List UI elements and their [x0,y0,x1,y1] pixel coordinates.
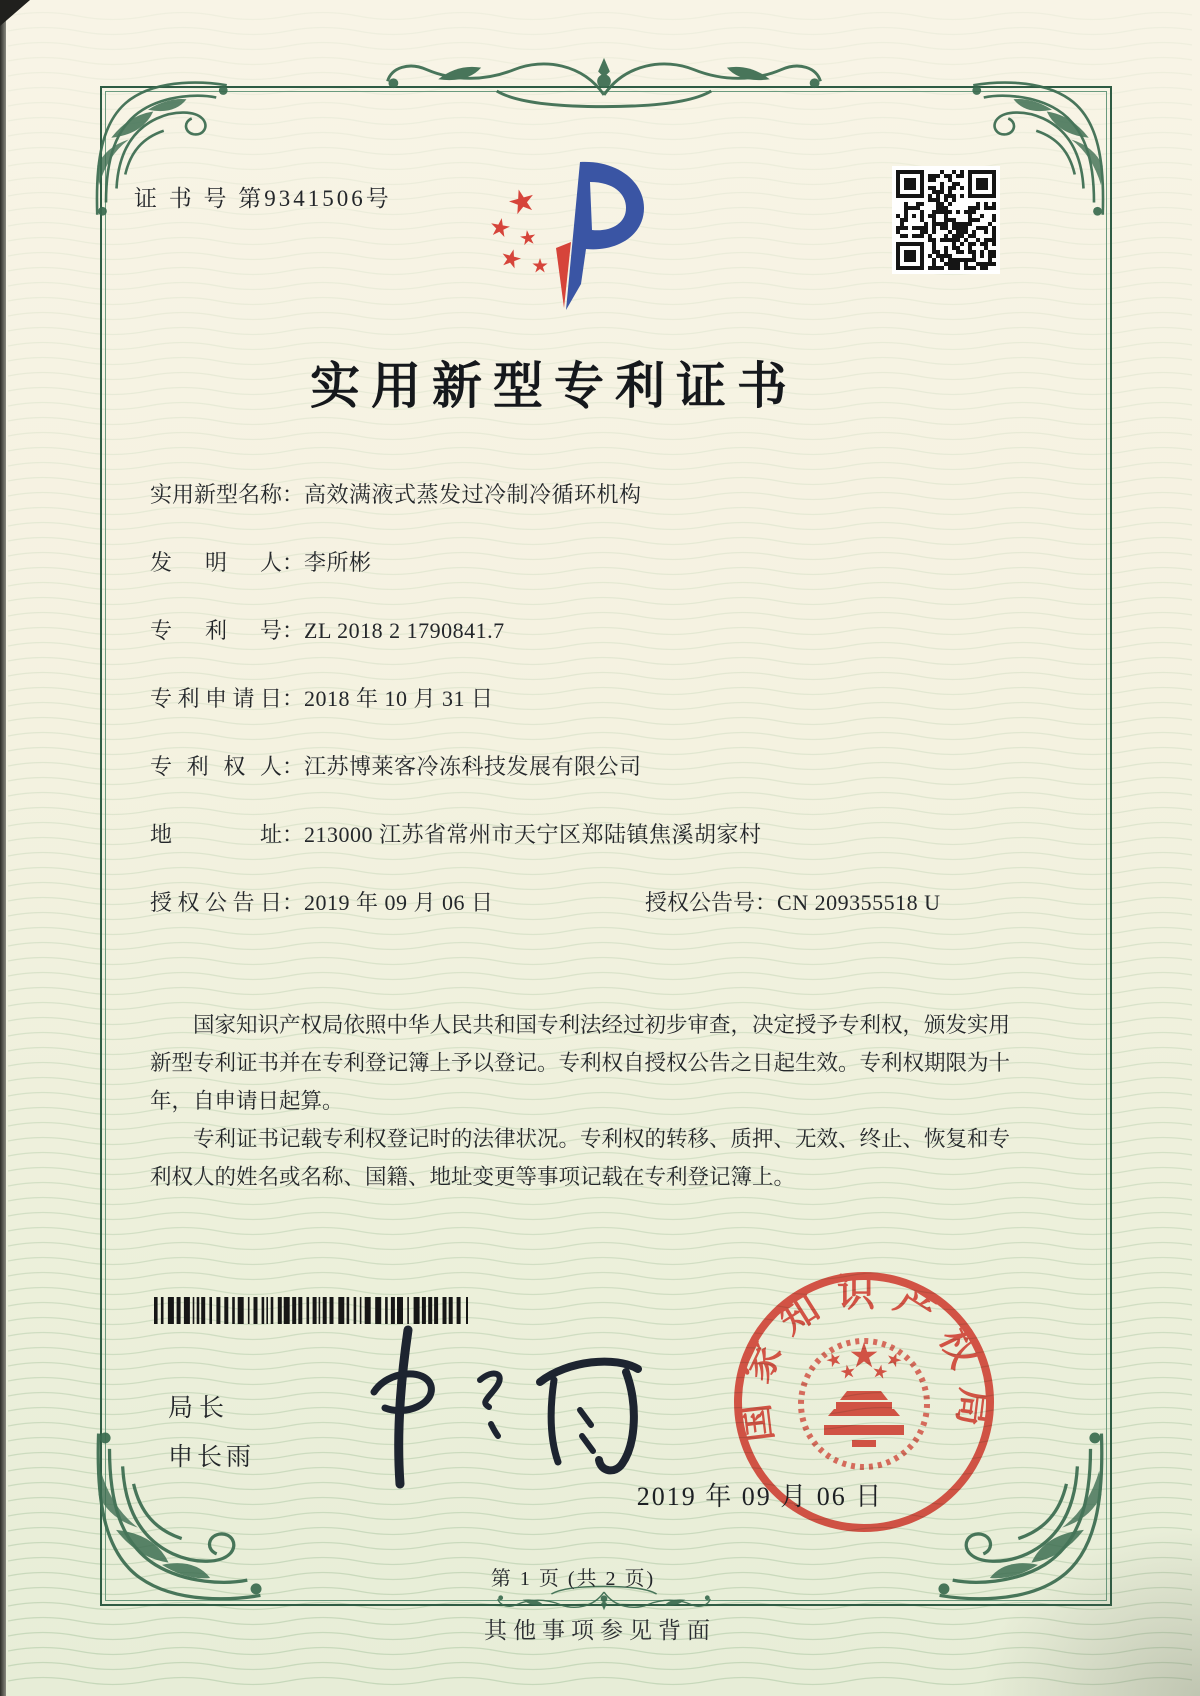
grant-number-pair [645,886,940,917]
colon: ： [282,822,305,847]
seal-national-emblem [824,1342,904,1447]
field-label: 地址 [150,822,282,847]
legal-paragraph-2: 专利证书记载专利权登记时的法律状况。专利权的转移、质押、无效、终止、恢复和专利权人的姓名或名称、国籍、地址变更等事项记载在专利登记簿上。 [150,1127,1011,1189]
field-row-name [150,478,1020,508]
back-side-note: 其他事项参见背面 [484,1618,716,1643]
colon: ： [282,482,305,507]
field-row-patentee [150,750,1020,780]
logo-blue-p-shape [566,162,644,310]
colon: ： [282,550,305,575]
field-row-address [150,818,1020,848]
colon: ： [282,754,305,779]
commissioner-name: 申长雨 [168,1444,256,1471]
legal-text [150,1006,1010,1196]
colon: ： [282,890,305,915]
colon: ： [282,618,305,643]
field-row-patent-number [150,614,1020,644]
scan-corner-artifact [0,0,30,26]
field-row-grant [150,886,1020,916]
commissioner-post: 局长 [168,1395,231,1422]
colon: ： [282,686,305,711]
logo-stars [489,186,547,272]
page-number: 第 1 页 (共 2 页) [490,1568,656,1590]
field-list [150,478,1020,954]
certificate-number: 证 书 号 第9341506号 [134,186,392,211]
page-curl-shadow [940,1496,1200,1696]
qr-code [892,166,1000,274]
field-value-grant-date: 2019 年 09 月 06 日 [304,890,494,915]
field-value-filing-date: 2018 年 10 月 31 日 [304,686,494,711]
cnipa-logo [478,156,658,314]
top-center-ornament [379,52,829,130]
field-label: 专利权人 [150,754,282,779]
field-row-inventor [150,546,1020,576]
field-label: 授权公告号 [645,890,756,915]
certificate-title: 实用新型专利证书 [310,358,798,414]
field-value-patent-number: ZL 2018 2 1790841.7 [304,618,505,643]
field-row-filing-date [150,682,1020,712]
legal-paragraph-1: 国家知识产权局依照中华人民共和国专利法经过初步审查，决定授予专利权，颁发实用新型专利证书并在专利登记簿上予以登记。专利权自授权公告之日起生效。专利权期限为十年，自申请日起算。 [150,1013,1011,1113]
field-value-address: 213000 江苏省常州市天宁区郑陆镇焦溪胡家村 [304,822,762,847]
field-label: 专利号 [150,618,282,643]
field-value-patentee: 江苏博莱客冷冻科技发展有限公司 [304,754,642,779]
field-value-utility-model-name: 高效满液式蒸发过冷制冷循环机构 [304,482,642,507]
field-value-inventor: 李所彬 [304,550,372,575]
seal-date: 2019 年 09 月 06 日 [636,1482,884,1511]
barcode [154,1297,472,1324]
field-label: 发明人 [150,550,282,575]
scan-edge-shadow [0,0,6,1696]
colon: ： [755,890,778,915]
field-label: 授权公告日 [150,890,282,915]
seal-ring-text: 国家知识产权局 [732,1273,996,1445]
field-label: 实用新型名称 [150,482,283,507]
field-label: 专利申请日 [150,686,282,711]
field-value-grant-number: CN 209355518 U [777,890,941,915]
